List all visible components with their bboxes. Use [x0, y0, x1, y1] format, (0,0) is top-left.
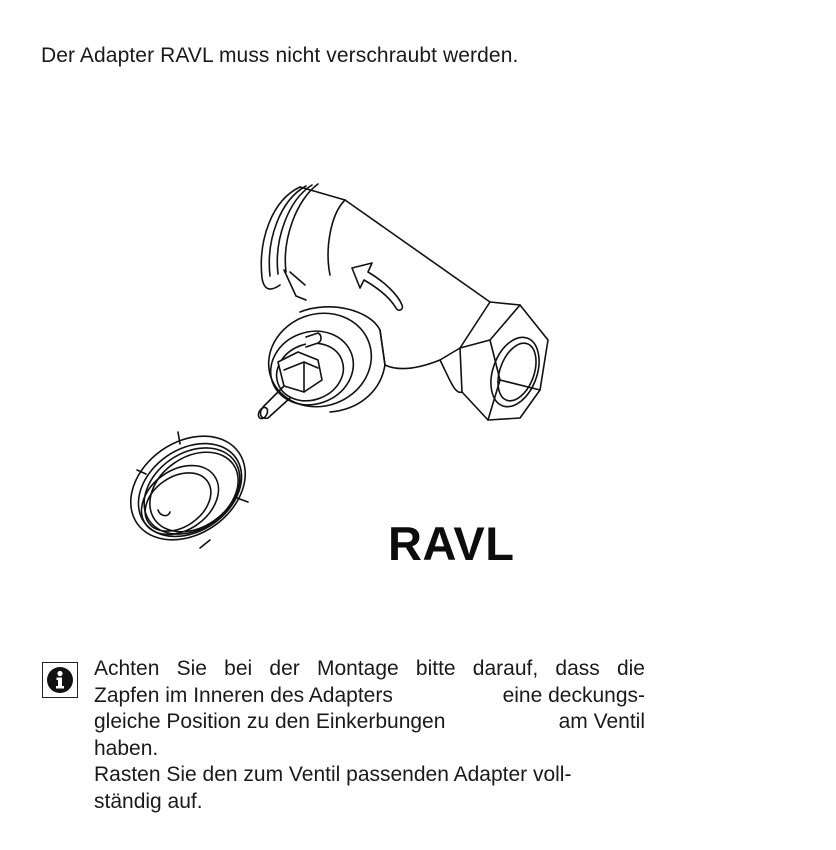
- note-word: Montage: [316, 657, 399, 680]
- note-line-1: [94, 656, 645, 683]
- note-word: bitte: [415, 657, 456, 680]
- note-line-2: [94, 683, 645, 710]
- mounting-note: [94, 656, 645, 815]
- note-text: ständig auf.: [94, 789, 203, 813]
- note-word: Sie: [176, 657, 207, 680]
- adapter-ring-icon: [111, 415, 265, 561]
- intro-text: Der Adapter RAVL muss nicht verschraubt werden.: [41, 44, 519, 67]
- note-line-6: [94, 789, 645, 816]
- info-icon: [42, 662, 78, 698]
- note-word: Achten: [94, 657, 160, 680]
- note-word: dass: [555, 657, 600, 680]
- note-word: der: [269, 657, 300, 680]
- note-line-4: [94, 736, 645, 763]
- note-segment: gleiche Position zu den Einkerbungen: [94, 710, 446, 733]
- note-word: die: [616, 657, 645, 680]
- note-segment: am Ventil: [558, 710, 645, 733]
- note-text: haben.: [94, 736, 159, 760]
- note-line-3: [94, 709, 645, 736]
- note-word: darauf,: [472, 657, 539, 680]
- note-segment: eine deckungs-: [502, 683, 645, 707]
- flow-arrow-icon: [352, 263, 402, 310]
- note-text: Rasten Sie den zum Ventil passenden Adapter voll-: [94, 763, 572, 786]
- note-word: bei: [224, 657, 253, 680]
- note-line-5: [94, 762, 645, 789]
- valve-head-icon: [255, 299, 385, 421]
- ravl-label: RAVL: [388, 517, 515, 570]
- note-segment: Zapfen im Inneren des Adapters: [94, 683, 393, 707]
